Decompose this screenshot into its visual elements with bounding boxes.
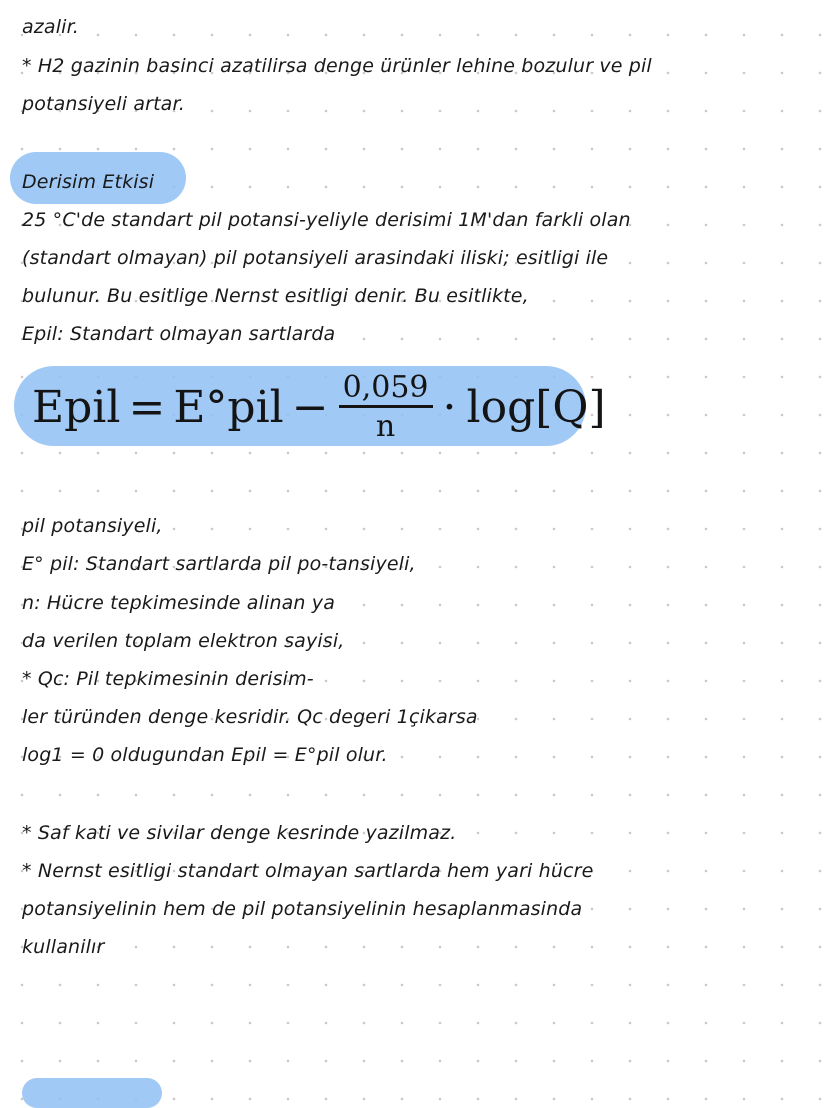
section-heading: Derisim Etkisi [22,171,155,193]
paragraph-line-1: 25 °C'de standart pil potansi-yeliyle derisimi 1M'dan farkli olan [22,209,631,231]
bottom-highlight [22,1078,162,1108]
nernst-formula [32,369,606,444]
formula-e0: E°pil [173,381,284,433]
definition-line-7: log1 = 0 oldugundan Epil = E°pil olur. [22,744,388,766]
note-line-1: * Saf kati ve sivilar denge kesrinde yazilmaz. [22,822,457,844]
paragraph-line-4: Epil: Standart olmayan sartlarda [22,323,336,345]
formula-equals: = [128,381,166,433]
formula-numerator: 0,059 [339,373,433,408]
formula-denominator: n [375,408,396,444]
definition-line-3: n: Hücre tepkimesinde alinan ya [22,592,335,614]
formula-fraction [339,369,433,444]
note-line-4: kullanilır [22,936,105,958]
text-line-2: * H2 gazinin basinci azatilirsa denge ürünler lehine bozulur ve pil [22,55,652,77]
note-line-3: potansiyelinin hem de pil potansiyelinin hesaplanmasinda [22,898,583,920]
formula-lhs: Epil [32,381,121,433]
text-line-1: azalir. [22,16,79,38]
note-line-2: * Nernst esitligi standart olmayan sartlarda hem yari hücre [22,860,594,882]
definition-line-1: pil potansiyeli, [22,515,163,537]
text-line-3: potansiyeli artar. [22,93,185,115]
formula-log: log[Q] [466,381,606,433]
formula-dot: · [442,381,457,433]
definition-line-6: ler türünden denge kesridir. Qc degeri 1çikarsa [22,706,478,728]
paragraph-line-3: bulunur. Bu esitlige Nernst esitligi denir. Bu esitlikte, [22,285,529,307]
paragraph-line-2: (standart olmayan) pil potansiyeli arasindaki iliski; esitligi ile [22,247,609,269]
definition-line-5: * Qc: Pil tepkimesinin derisim- [22,668,314,690]
definition-line-2: E° pil: Standart sartlarda pil po-tansiyeli, [22,553,416,575]
formula-minus: − [291,381,329,433]
definition-line-4: da verilen toplam elektron sayisi, [22,630,345,652]
